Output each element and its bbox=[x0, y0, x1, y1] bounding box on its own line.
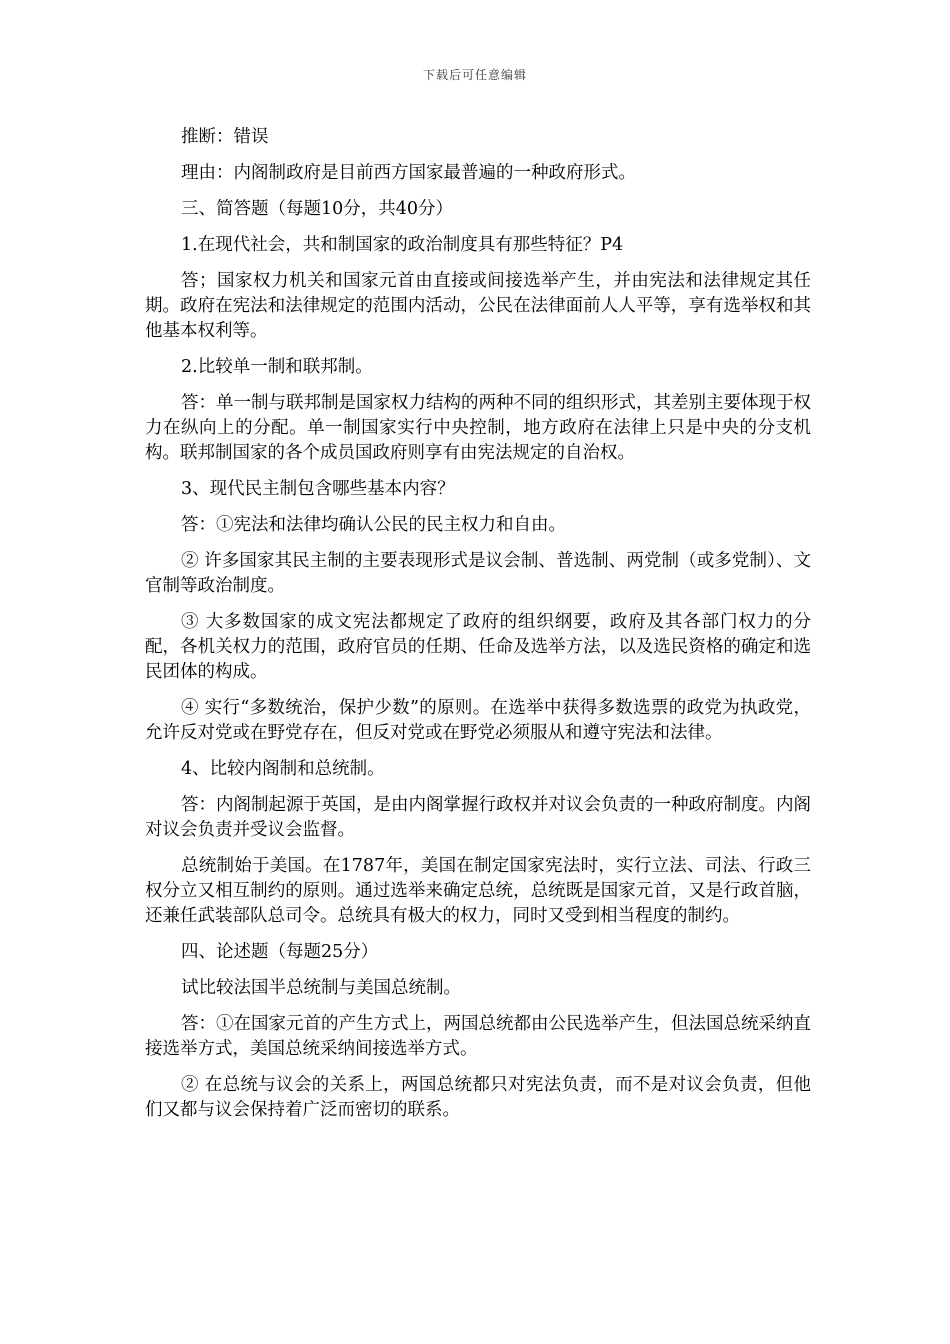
document-body bbox=[145, 125, 811, 1134]
answer-1: 答；国家权力机关和国家元首由直接或间接选举产生，并由宪法和法律规定其任期。政府在宪法和法律规定的范围内活动，公民在法律面前人人平等，享有选举权和其他基本权利等。 bbox=[145, 271, 811, 341]
section-heading-essay: 四、论述题（每题25分） bbox=[181, 942, 379, 962]
question-4: 4、比较内阁制和总统制。 bbox=[181, 759, 385, 779]
answer-3-point-2: ② 许多国家其民主制的主要表现形式是议会制、普选制、两党制（或多党制）、文官制等政治制度。 bbox=[145, 551, 811, 596]
answer-3-point-3: ③ 大多数国家的成文宪法都规定了政府的组织纲要，政府及其各部门权力的分配，各机关权力的范围，政府官员的任期、任命及选举方法，以及选民资格的确定和选民团体的构成。 bbox=[145, 612, 811, 682]
answer-3-point-4: ④ 实行“多数统治，保护少数”的原则。在选举中获得多数选票的政党为执政党，允许反对党或在野党存在，但反对党或在野党必须服从和遵守宪法和法律。 bbox=[145, 698, 811, 743]
question-3: 3、现代民主制包含哪些基本内容？ bbox=[181, 479, 455, 499]
page-header-note: 下载后可任意编辑 bbox=[422, 68, 527, 82]
answer-2: 答：单一制与联邦制是国家权力结构的两种不同的组织形式，其差别主要体现于权力在纵向上的分配。单一制国家实行中央控制，地方政府在法律上只是中央的分支机构。联邦制国家的各个成员国政府则享有由宪法规定的自治权。 bbox=[145, 393, 811, 463]
essay-question: 试比较法国半总统制与美国总统制。 bbox=[181, 978, 461, 998]
question-2: 2.比较单一制和联邦制。 bbox=[181, 357, 373, 377]
answer-4-cabinet: 答：内阁制起源于英国，是由内阁掌握行政权并对议会负责的一种政府制度。内阁对议会负责并受议会监督。 bbox=[145, 795, 811, 840]
answer-3-point-1: 答：①宪法和法律均确认公民的民主权力和自由。 bbox=[181, 515, 566, 535]
essay-answer-point-1: 答：①在国家元首的产生方式上，两国总统都由公民选举产生，但法国总统采纳直接选举方式，美国总统采纳间接选举方式。 bbox=[145, 1014, 811, 1059]
question-1: 1.在现代社会，共和制国家的政治制度具有那些特征？P4 bbox=[181, 235, 624, 255]
answer-4-presidential: 总统制始于美国。在1787年，美国在制定国家宪法时，实行立法、司法、行政三权分立又相互制约的原则。通过选举来确定总统，总统既是国家元首，又是行政首脑，还兼任武装部队总司令。总统具有极大的权力，同时又受到相当程度的制约。 bbox=[145, 856, 811, 926]
essay-answer-point-2: ② 在总统与议会的关系上，两国总统都只对宪法负责，而不是对议会负责，但他们又都与议会保持着广泛而密切的联系。 bbox=[145, 1075, 811, 1120]
judgment-answer: 推断：错误 bbox=[181, 127, 269, 147]
judgment-reason: 理由：内阁制政府是目前西方国家最普遍的一种政府形式。 bbox=[181, 163, 636, 183]
section-heading-short-answer: 三、简答题（每题10分，共40分） bbox=[181, 199, 454, 219]
